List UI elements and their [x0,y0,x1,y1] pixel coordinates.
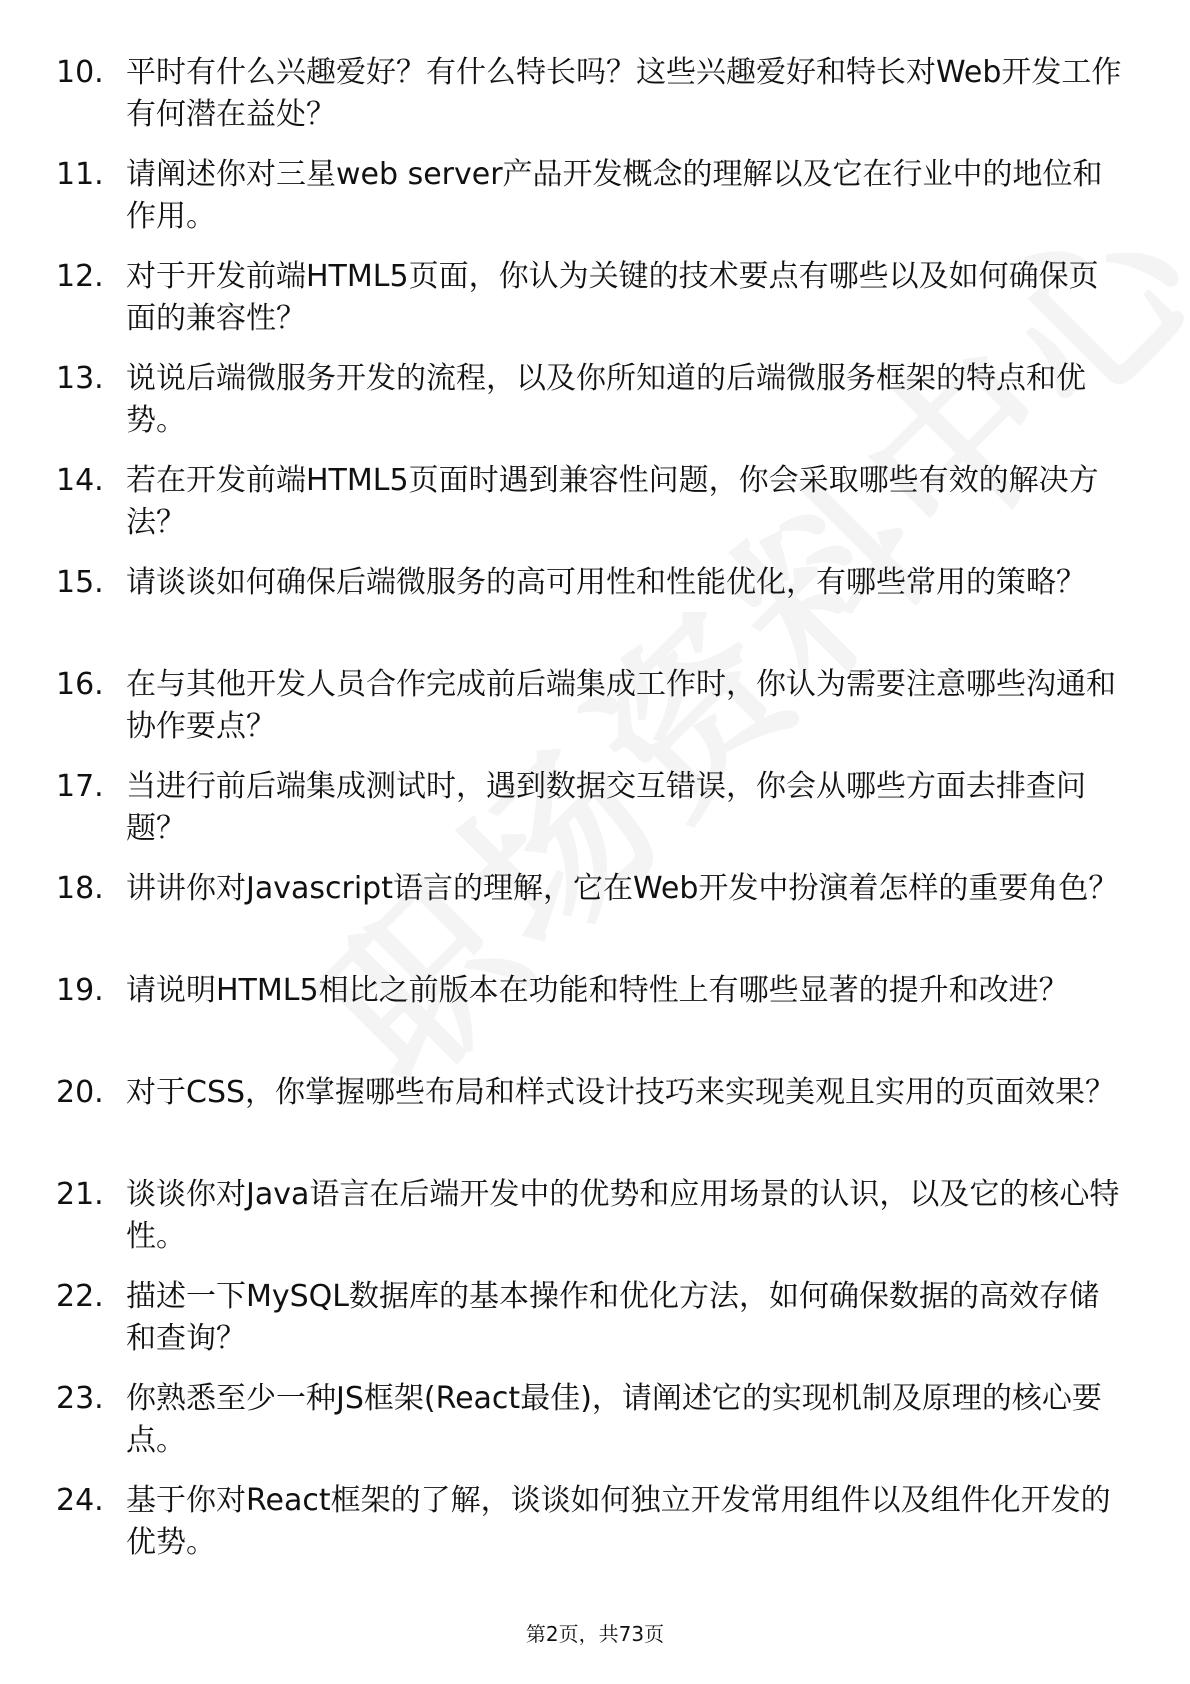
question-text: 对于CSS，你掌握哪些布局和样式设计技巧来实现美观且实用的页面效果？ [126,1075,1116,1110]
question-text: 若在开发前端HTML5页面时遇到兼容性问题，你会采取哪些有效的解决方法？ [126,463,1099,540]
question-text: 平时有什么兴趣爱好？有什么特长吗？这些兴趣爱好和特长对Web开发工作有何潜在益处？ [126,55,1122,132]
question-text: 请说明HTML5相比之前版本在功能和特性上有哪些显著的提升和改进？ [126,973,1069,1008]
list-item [56,1480,1126,1572]
list-item [56,664,1126,756]
question-number: 16. [56,667,104,702]
list-item [56,154,1126,246]
question-number: 14. [56,463,104,498]
list-item [56,1072,1126,1164]
question-text: 当进行前后端集成测试时，遇到数据交互错误，你会从哪些方面去排查问题？ [126,769,1086,846]
question-text: 请阐述你对三星web server产品开发概念的理解以及它在行业中的地位和作用。 [126,157,1103,234]
list-item [56,766,1126,858]
question-number: 13. [56,361,104,396]
page-footer: 第2页，共73页 [525,1622,665,1646]
question-text: 你熟悉至少一种JS框架(React最佳)，请阐述它的实现机制及原理的核心要点。 [126,1381,1102,1458]
list-item [56,1378,1126,1470]
question-number: 23. [56,1381,104,1416]
question-number: 15. [56,565,104,600]
question-number: 19. [56,973,104,1008]
list-item [56,868,1126,960]
question-number: 20. [56,1075,104,1110]
question-text: 讲讲你对Javascript语言的理解，它在Web开发中扮演着怎样的重要角色？ [126,871,1119,906]
question-number: 22. [56,1279,104,1314]
question-text: 说说后端微服务开发的流程，以及你所知道的后端微服务框架的特点和优势。 [126,361,1086,438]
question-list [56,52,1126,1572]
list-item [56,1276,1126,1368]
question-number: 12. [56,259,104,294]
question-number: 24. [56,1483,104,1518]
question-number: 10. [56,55,104,90]
question-number: 17. [56,769,104,804]
question-number: 21. [56,1177,104,1212]
question-number: 18. [56,871,104,906]
question-text: 基于你对React框架的了解，谈谈如何独立开发常用组件以及组件化开发的优势。 [126,1483,1111,1560]
list-item [56,358,1126,450]
question-text: 描述一下MySQL数据库的基本操作和优化方法，如何确保数据的高效存储和查询？ [126,1279,1100,1356]
question-text: 请谈谈如何确保后端微服务的高可用性和性能优化，有哪些常用的策略？ [126,565,1086,600]
list-item [56,1174,1126,1266]
list-item [56,256,1126,348]
question-text: 对于开发前端HTML5页面，你认为关键的技术要点有哪些以及如何确保页面的兼容性？ [126,259,1099,336]
list-item [56,52,1126,144]
list-item [56,460,1126,552]
question-text: 谈谈你对Java语言在后端开发中的优势和应用场景的认识，以及它的核心特性。 [126,1177,1120,1254]
list-item [56,970,1126,1062]
list-item [56,562,1126,654]
question-number: 11. [56,157,104,192]
question-text: 在与其他开发人员合作完成前后端集成工作时，你认为需要注意哪些沟通和协作要点？ [126,667,1116,744]
